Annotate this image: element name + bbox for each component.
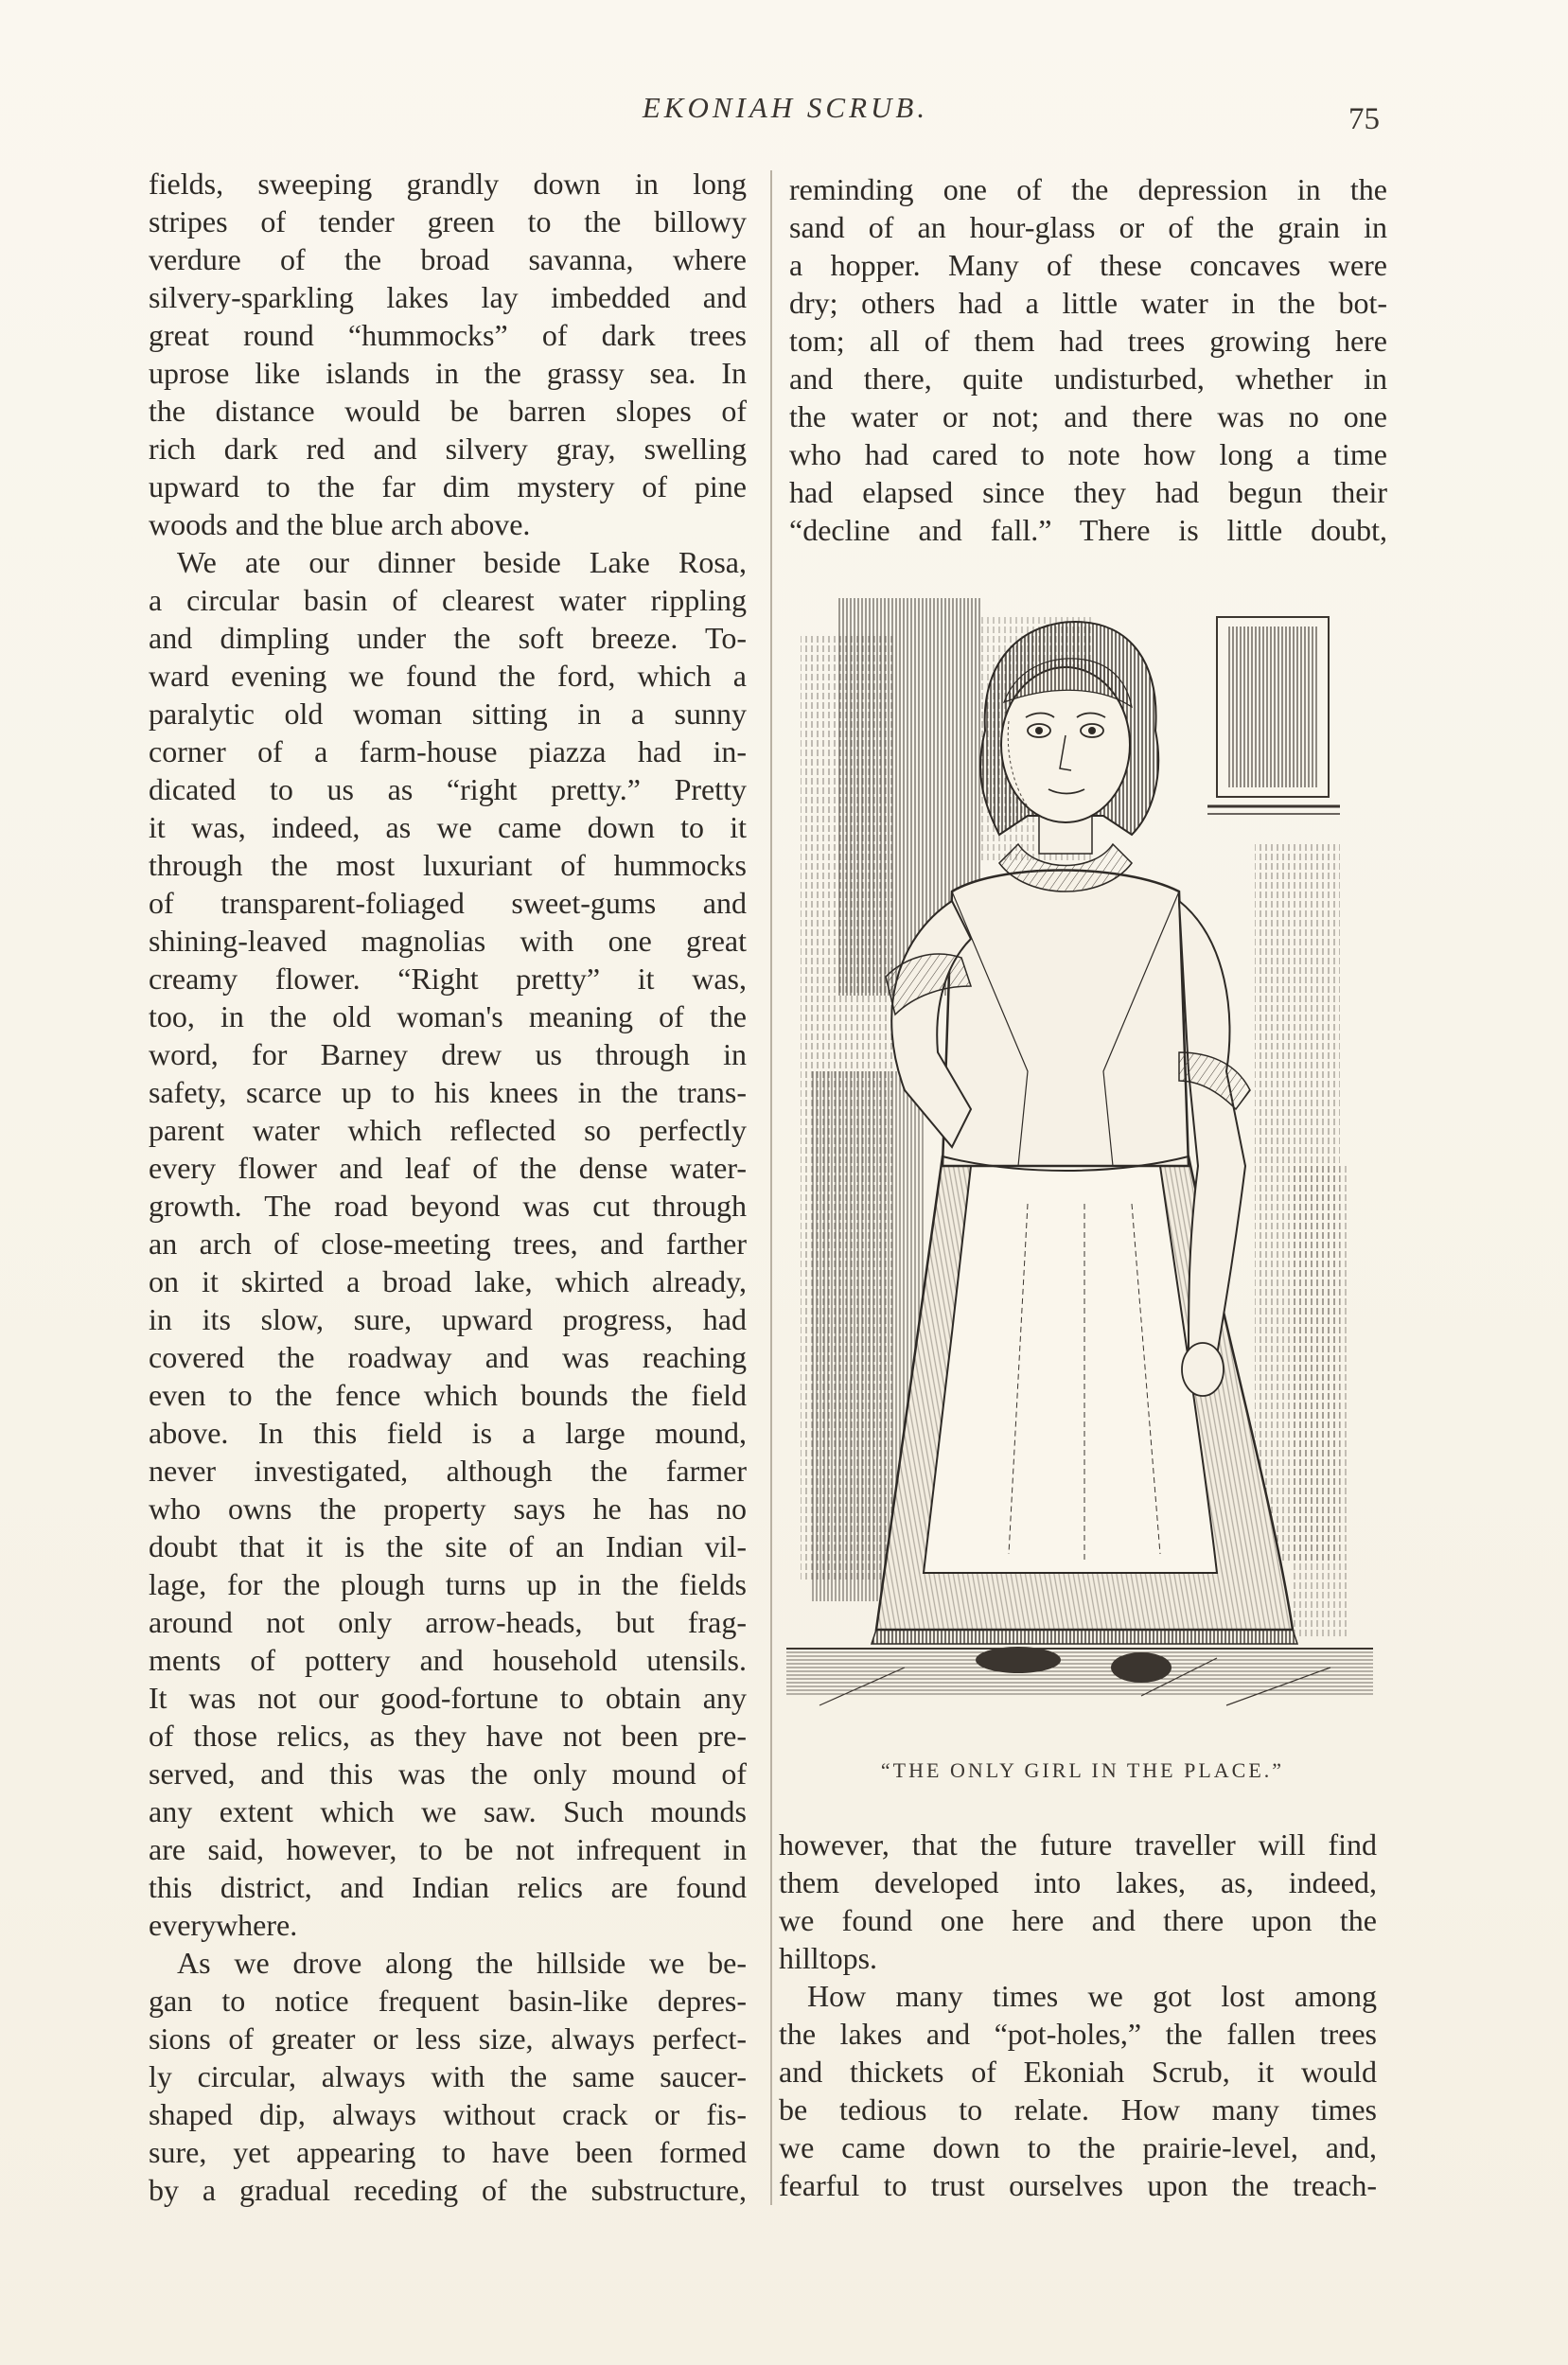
text-line: parent water which reflected so perfectly — [149, 1113, 747, 1147]
engraving-illustration — [782, 579, 1383, 1736]
text-line: everywhere. — [149, 1908, 298, 1942]
text-line: had elapsed since they had begun their — [789, 475, 1387, 509]
text-line: fields, sweeping grandly down in long — [149, 167, 747, 201]
text-line: ments of pottery and household utensils. — [149, 1643, 747, 1677]
text-line: paralytic old woman sitting in a sunny — [149, 697, 747, 731]
text-line: by a gradual receding of the substructure, — [149, 2173, 747, 2207]
text-line: we found one here and there upon the — [779, 1903, 1377, 1937]
text-line: hilltops. — [779, 1941, 878, 1975]
text-line: be tedious to relate. How many times — [779, 2092, 1377, 2127]
text-line: great round “hummocks” of dark trees — [149, 318, 747, 352]
text-line: never investigated, although the farmer — [149, 1454, 747, 1488]
text-line: too, in the old woman's meaning of the — [149, 999, 747, 1033]
text-line: this district, and Indian relics are found — [149, 1870, 747, 1904]
text-line: who owns the property says he has no — [149, 1491, 747, 1526]
text-line: of those relics, as they have not been pre- — [149, 1719, 747, 1753]
text-line: creamy flower. “Right pretty” it was, — [149, 962, 747, 996]
text-line: we came down to the prairie-level, and, — [779, 2130, 1377, 2164]
text-line: of transparent-foliaged sweet-gums and — [149, 886, 747, 920]
text-line: covered the roadway and was reaching — [149, 1340, 747, 1374]
text-line: however, that the future traveller will find — [779, 1827, 1377, 1862]
text-line: ly circular, always with the same saucer- — [149, 2059, 747, 2093]
text-line: fearful to trust ourselves upon the treach- — [779, 2168, 1377, 2202]
text-line: every flower and leaf of the dense water- — [149, 1151, 747, 1185]
text-line: and dimpling under the soft breeze. To- — [149, 621, 747, 655]
text-line: rich dark red and silvery gray, swelling — [149, 432, 747, 466]
text-line: doubt that it is the site of an Indian vil- — [149, 1529, 747, 1563]
text-line: sure, yet appearing to have been formed — [149, 2135, 747, 2169]
text-line: shaped dip, always without crack or fis- — [149, 2097, 747, 2131]
text-line: any extent which we saw. Such mounds — [149, 1794, 747, 1828]
text-line: in its slow, sure, upward progress, had — [149, 1302, 747, 1336]
right-column-bottom — [779, 1826, 1377, 2204]
text-line: it was, indeed, as we came down to it — [149, 810, 747, 844]
text-line: and thickets of Ekoniah Scrub, it would — [779, 2055, 1377, 2089]
running-head: EKONIAH SCRUB. — [642, 91, 929, 124]
text-line: woods and the blue arch above. — [149, 507, 531, 541]
text-line: around not only arrow-heads, but frag- — [149, 1605, 747, 1639]
text-line: shining-leaved magnolias with one great — [149, 924, 747, 958]
text-line: silvery-sparkling lakes lay imbedded and — [149, 280, 747, 314]
text-line: reminding one of the depression in the — [789, 172, 1387, 206]
page-number: 75 — [1348, 102, 1380, 136]
text-line: the water or not; and there was no one — [789, 399, 1387, 433]
text-line: word, for Barney drew us through in — [149, 1037, 747, 1071]
window — [1207, 617, 1340, 814]
text-line: even to the fence which bounds the field — [149, 1378, 747, 1412]
text-line: the lakes and “pot-holes,” the fallen trees — [779, 2017, 1377, 2051]
text-line: safety, scarce up to his knees in the trans- — [149, 1075, 747, 1109]
text-line: We ate our dinner beside Lake Rosa, — [177, 545, 747, 579]
left-column — [149, 165, 747, 2209]
text-line: dry; others had a little water in the bot- — [789, 286, 1387, 320]
text-line: How many times we got lost among — [807, 1979, 1377, 2013]
text-line: and there, quite undisturbed, whether in — [789, 362, 1387, 396]
text-line: on it skirted a broad lake, which already, — [149, 1264, 747, 1298]
right-column-top — [789, 170, 1387, 549]
text-line: an arch of close-meeting trees, and farther — [149, 1227, 747, 1261]
floor — [786, 1649, 1373, 1705]
text-line: the distance would be barren slopes of — [149, 394, 747, 428]
text-line: sand of an hour-glass or of the grain in — [789, 210, 1387, 244]
text-line: dicated to us as “right pretty.” Pretty — [149, 772, 747, 806]
column-rule — [770, 170, 772, 2205]
text-line: above. In this field is a large mound, — [149, 1416, 747, 1450]
text-line: upward to the far dim mystery of pine — [149, 469, 747, 503]
text-line: them developed into lakes, as, indeed, — [779, 1865, 1377, 1899]
text-line: ward evening we found the ford, which a — [149, 659, 747, 693]
text-line: stripes of tender green to the billowy — [149, 204, 747, 238]
text-line: tom; all of them had trees growing here — [789, 324, 1387, 358]
text-line: growth. The road beyond was cut through — [149, 1189, 747, 1223]
text-line: served, and this was the only mound of — [149, 1756, 747, 1791]
illustration-caption: “THE ONLY GIRL IN THE PLACE.” — [880, 1758, 1285, 1782]
text-line: sions of greater or less size, always perfect- — [149, 2021, 747, 2056]
text-line: a hopper. Many of these concaves were — [789, 248, 1387, 282]
text-line: uprose like islands in the grassy sea. In — [149, 356, 747, 390]
text-line: verdure of the broad savanna, where — [149, 242, 747, 276]
text-line: lage, for the plough turns up in the fields — [149, 1567, 747, 1601]
text-line: “decline and fall.” There is little doubt, — [789, 513, 1387, 547]
text-line: a circular basin of clearest water rippling — [149, 583, 747, 617]
text-line: gan to notice frequent basin-like depres- — [149, 1984, 747, 2018]
text-line: are said, however, to be not infrequent in — [149, 1832, 747, 1866]
text-line: corner of a farm-house piazza had in- — [149, 734, 747, 768]
text-line: through the most luxuriant of hummocks — [149, 848, 747, 882]
text-line: As we drove along the hillside we be- — [177, 1946, 747, 1980]
text-line: who had cared to note how long a time — [789, 437, 1387, 471]
text-line: It was not our good-fortune to obtain any — [149, 1681, 747, 1715]
